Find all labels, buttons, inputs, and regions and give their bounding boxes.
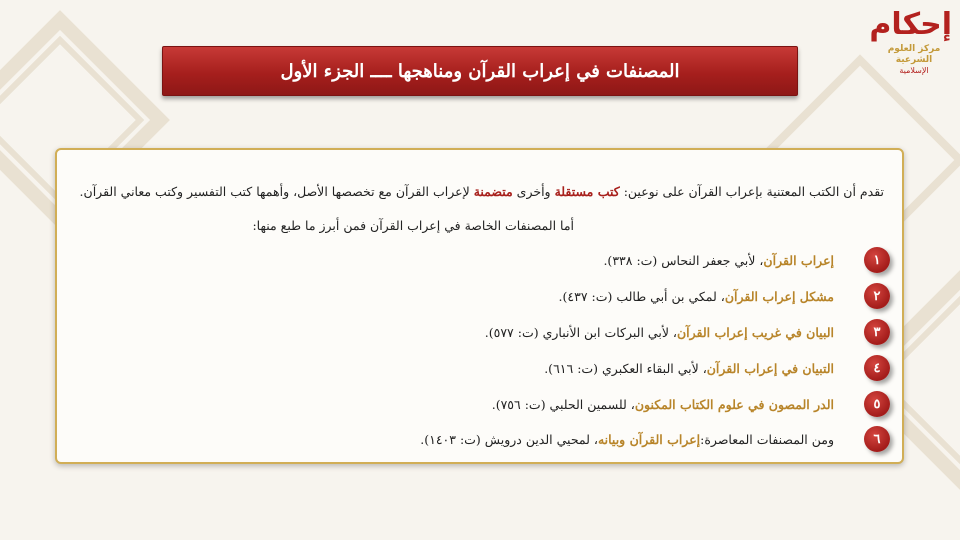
lead-sentence: أما المصنفات الخاصة في إعراب القرآن فمن أبرز ما طبع منها: (252, 218, 574, 233)
intro-text-2: وأخرى (512, 184, 555, 199)
intro-text-1: تقدم أن الكتب المعتنية بإعراب القرآن على نوعين: (619, 184, 884, 199)
list-item (559, 283, 890, 309)
number-badge: ٥ (864, 391, 890, 417)
intro-text-3: لإعراب القرآن مع تخصصها الأصل، وأهمها كتب التفسير وكتب معاني القرآن. (79, 184, 474, 199)
brand-logo (869, 6, 952, 75)
page-title: المصنفات في إعراب القرآن ومناهجها ــــ الجزء الأول (280, 60, 680, 82)
list-item (544, 355, 890, 381)
item-author: ، لأبي جعفر النحاس (ت: ٣٣٨). (603, 252, 764, 268)
intro-highlight-1: كتب مستقلة (554, 184, 620, 199)
number-badge: ٢ (864, 283, 890, 309)
intro-highlight-2: متضمنة (473, 184, 513, 199)
content-card (55, 148, 904, 464)
logo-subtitle: مركز العلوم الشرعية (887, 44, 941, 65)
book-title: مشكل إعراب القرآن (724, 288, 834, 304)
title-banner (162, 46, 798, 96)
item-prefix: ومن المصنفات المعاصرة: (700, 431, 834, 447)
item-author: ، للسمين الحلبي (ت: ٧٥٦). (491, 396, 635, 412)
intro-paragraph (75, 184, 884, 199)
book-title: الدر المصون في علوم الكتاب المكنون (634, 396, 834, 412)
list-item (485, 319, 890, 345)
item-author: ، لأبي البركات ابن الأنباري (ت: ٥٧٧). (484, 324, 677, 340)
book-title: إعراب القرآن (763, 252, 834, 268)
item-author: ، لمكي بن أبي طالب (ت: ٤٣٧). (558, 288, 725, 304)
logo-mark: إحكام (869, 7, 952, 42)
book-title: التبيان في إعراب القرآن (706, 360, 834, 376)
number-badge: ١ (864, 247, 890, 273)
item-author: ، لمحيي الدين درويش (ت: ١٤٠٣). (420, 431, 598, 447)
item-author: ، لأبي البقاء العكبري (ت: ٦١٦). (544, 360, 707, 376)
list-item (420, 426, 890, 452)
book-title: البيان في غريب إعراب القرآن (676, 324, 834, 340)
number-badge: ٣ (864, 319, 890, 345)
number-badge: ٤ (864, 355, 890, 381)
logo-tagline: الإسلامية (899, 66, 929, 75)
list-item (492, 391, 890, 417)
number-badge: ٦ (864, 426, 890, 452)
list-item (603, 247, 890, 273)
book-title: إعراب القرآن وبيانه (597, 431, 701, 447)
